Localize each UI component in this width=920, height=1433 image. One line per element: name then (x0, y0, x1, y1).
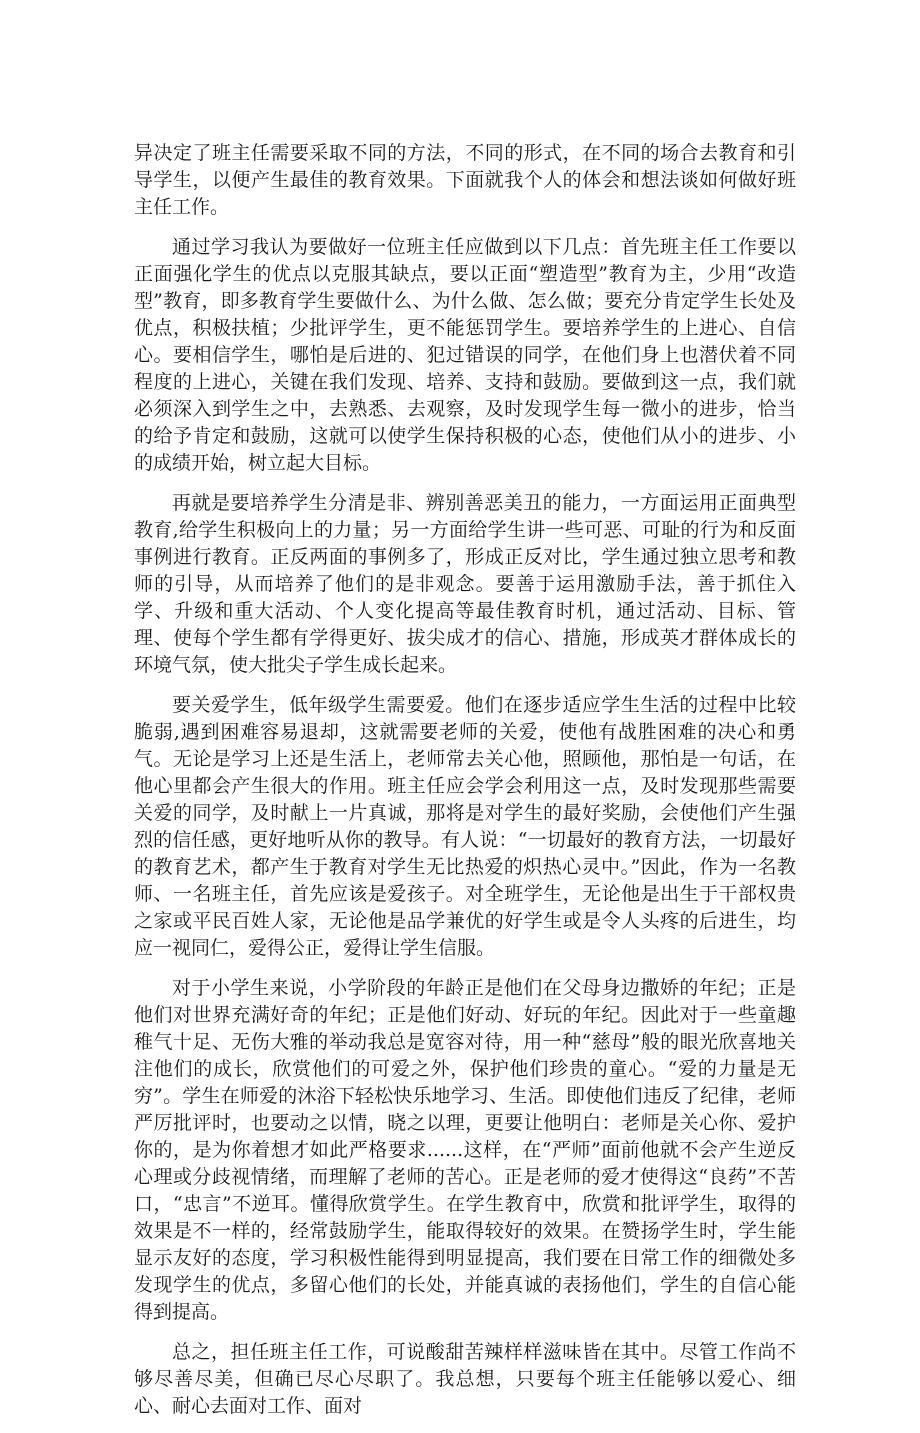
paragraph-1: 异决定了班主任需要采取不同的方法，不同的形式，在不同的场合去教育和引导学生，以便产生最佳的教育效果。下面就我个人的体会和想法谈如何做好班主任工作。 (134, 142, 796, 218)
paragraph-4: 要关爱学生，低年级学生需要爱。他们在逐步适应学生生活的过程中比较脆弱,遇到困难容易退却，这就需要老师的关爱，使他有战胜困难的决心和勇气。无论是学习上还是生活上，老师常去关心他，照顾他，那怕是一句话，在他心里都会产生很大的作用。班主任应会学会利用这一点，及时发现那些需要关爱的同学，及时献上一片真诚，那将是对学生的最好奖励，会使他们产生强烈的信任感，更好地听从你的教导。有人说：“一切最好的教育方法，一切最好的教育艺术，都产生于教育对学生无比热爱的炽热心灵中。”因此，作为一名教师、一名班主任，首先应该是爱孩子。对全班学生，无论他是出生于干部权贵之家或平民百姓人家，无论他是品学兼优的好学生或是令人头疼的后进生，均应一视同仁，爱得公正，爱得让学生信服。 (134, 694, 796, 959)
paragraph-3: 再就是要培养学生分清是非、辨别善恶美丑的能力，一方面运用正面典型教育,给学生积极向上的力量；另一方面给学生讲一些可恶、可耻的行为和反面事例进行教育。正反两面的事例多了，形成正反对比，学生通过独立思考和教师的引导，从而培养了他们的是非观念。要善于运用激励手法，善于抓住入学、升级和重大活动、个人变化提高等最佳教育时机，通过活动、目标、管理、使每个学生都有学得更好、拔尖成才的信心、措施，形成英才群体成长的环境气氛，使大批尖子学生成长起来。 (134, 492, 796, 676)
document-body (134, 140, 796, 1433)
paragraph-2: 通过学习我认为要做好一位班主任应做到以下几点：首先班主任工作要以正面强化学生的优点以克服其缺点，要以正面“塑造型”教育为主，少用“改造型”教育，即多教育学生要做什么、为什么做、怎么做；要充分肯定学生长处及优点，积极扶植；少批评学生，更不能惩罚学生。要培养学生的上进心、自信心。要相信学生，哪怕是后进的、犯过错误的同学，在他们身上也潜伏着不同程度的上进心，关键在我们发现、培养、支持和鼓励。要做到这一点，我们就必须深入到学生之中，去熟悉、去观察，及时发现学生每一微小的进步，恰当的给予肯定和鼓励，这就可以使学生保持积极的心态，使他们从小的进步、小的成绩开始，树立起大目标。 (134, 236, 796, 474)
paragraph-6: 总之，担任班主任工作，可说酸甜苦辣样样滋味皆在其中。尽管工作尚不够尽善尽美，但确已尽心尽职了。我总想，只要每个班主任能够以爱心、细心、耐心去面对工作、面对 (134, 1341, 796, 1417)
paragraph-5: 对于小学生来说，小学阶段的年龄正是他们在父母身边撒娇的年纪；正是他们对世界充满好奇的年纪；正是他们好动、好玩的年纪。因此对于一些童趣稚气十足、无伤大雅的举动我总是宽容对待，用一种“慈母”般的眼光欣喜地关注他们的成长，欣赏他们的可爱之外，保护他们珍贵的童心。“爱的力量是无穷”。学生在师爱的沐浴下轻松快乐地学习、生活。即使他们违反了纪律，老师严厉批评时，也要动之以情，晓之以理，更要让他明白：老师是关心你、爱护你的，是为你着想才如此严格要求......这样，在“严师”面前他就不会产生逆反心理或分歧视情绪，而理解了老师的苦心。正是老师的爱才使得这“良药”不苦口，“忠言”不逆耳。懂得欣赏学生。在学生教育中，欣赏和批评学生，取得的效果是不一样的，经常鼓励学生，能取得较好的效果。在赞扬学生时，学生能显示友好的态度，学习积极性能得到明显提高，我们要在日常工作的细微处多发现学生的优点，多留心他们的长处，并能真诚的表扬他们，学生的自信心能得到提高。 (134, 977, 796, 1323)
